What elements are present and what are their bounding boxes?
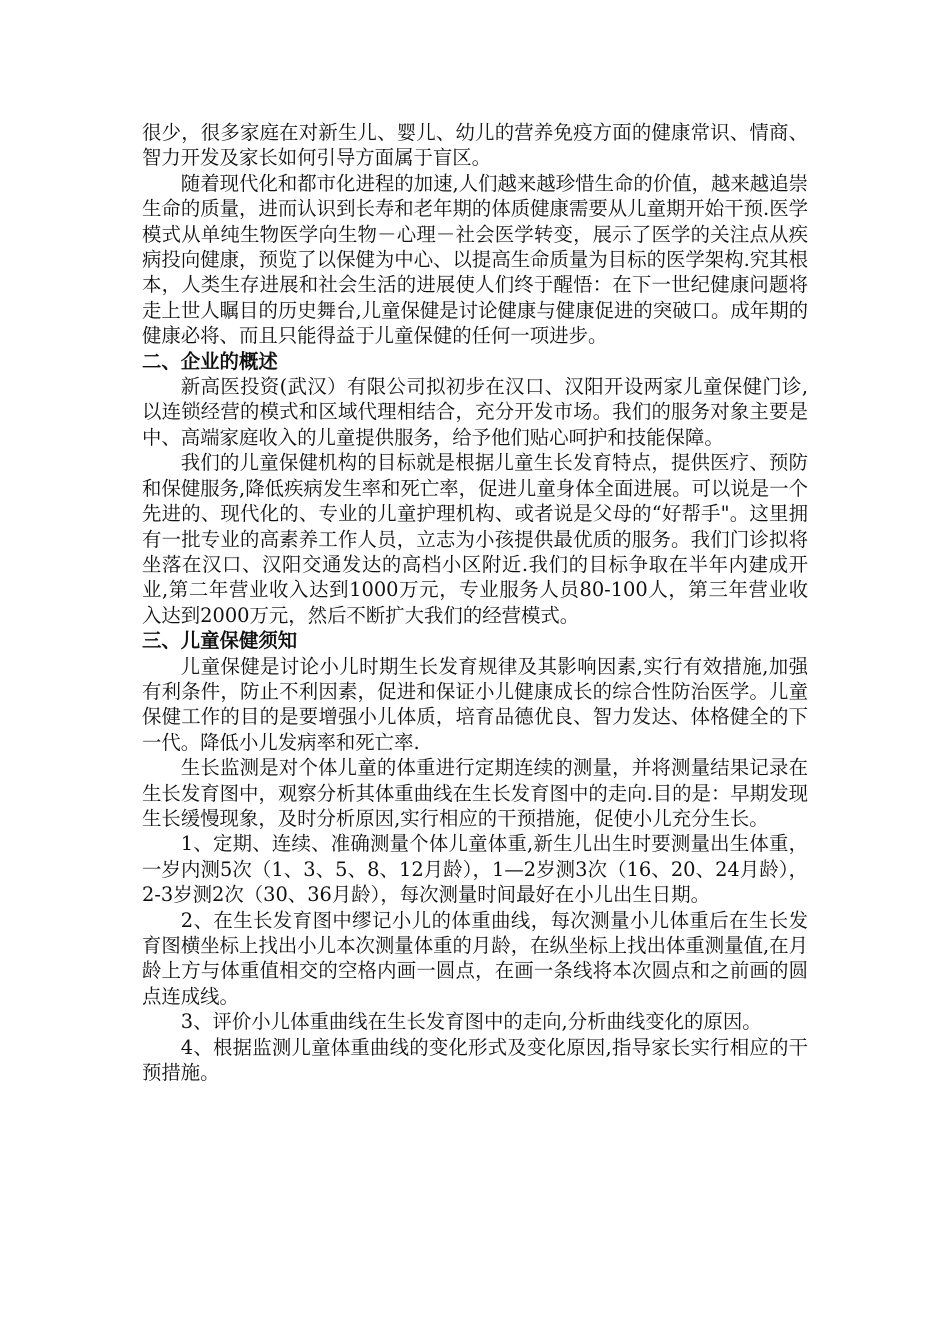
- paragraph-child-health-definition: 儿童保健是讨论小儿时期生长发育规律及其影响因素,实行有效措施,加强有利条件，防止不利因素，促进和保证小儿健康成长的综合性防治医学。儿童保健工作的目的是要增强小儿体质，培育品德优良、智力发达、体格健全的下一代。降低小儿发病率和死亡率.: [142, 654, 808, 754]
- section-heading-child-health-notes: 三、儿童保健须知: [142, 629, 298, 653]
- list-item-3: 3、评价小儿体重曲线在生长发育图中的走向,分析曲线变化的原因。: [180, 1010, 762, 1034]
- paragraph-growth-monitoring: 生长监测是对个体儿童的体重进行定期连续的测量，并将测量结果记录在生长发育图中，观察分析其体重曲线在生长发育图中的走向.目的是：早期发现生长缓慢现象，及时分析原因,实行相应的干预措施，促使小儿充分生长。: [142, 756, 808, 830]
- document-page: [142, 120, 808, 1085]
- paragraph-modernization: 随着现代化和都市化进程的加速,人们越来越珍惜生命的价值，越来越追崇生命的质量，进而认识到长寿和老年期的体质健康需要从儿童期开始干预.医学模式从单纯生物医学向生物－心理－社会医学转变，展示了医学的关注点从疾病投向健康，预览了以保健为中心、以提高生命质量为目标的医学架构.究其根本，人类生存进展和社会生活的进展使人们终于醒悟：在下一世纪健康问题将走上世人瞩目的历史舞台,儿童保健是讨论健康与健康促进的突破口。成年期的健康必将、而且只能得益于儿童保健的任何一项进步。: [142, 171, 808, 348]
- list-item-1: 1、定期、连续、准确测量个体儿童体重,新生儿出生时要测量出生体重，一岁内测5次（1、3、5、8、12月龄），1—2岁测3次（16、20、24月龄），2-3岁测2次（30、36月龄），每次测量时间最好在小儿出生日期。: [142, 832, 808, 907]
- section-heading-company-overview: 二、企业的概述: [142, 349, 278, 373]
- paragraph-company-goals: 我们的儿童保健机构的目标就是根据儿童生长发育特点，提供医疗、预防和保健服务,降低疾病发生率和死亡率，促进儿童身体全面进展。可以说是一个先进的、现代化的、专业的儿童护理机构、或者说是父母的“好帮手"。这里拥有一批专业的高素养工作人员，立志为小孩提供最优质的服务。我们门诊拟将坐落在汉口、汉阳交通发达的高档小区附近.我们的目标争取在半年内建成开业,第二年营业收入达到1000万元，专业服务人员80-100人，第三年营业收入达到2000万元，然后不断扩大我们的经营模式。: [142, 451, 808, 627]
- paragraph-continued: 很少，很多家庭在对新生儿、婴儿、幼儿的营养免疫方面的健康常识、情商、智力开发及家长如何引导方面属于盲区。: [142, 121, 808, 170]
- paragraph-company-intro: 新高医投资(武汉）有限公司拟初步在汉口、汉阳开设两家儿童保健门诊,以连锁经营的模式和区域代理相结合，充分开发市场。我们的服务对象主要是中、高端家庭收入的儿童提供服务，给予他们贴心呵护和技能保障。: [142, 375, 808, 449]
- list-item-4: 4、根据监测儿童体重曲线的变化形式及变化原因,指导家长实行相应的干预措施。: [142, 1035, 808, 1085]
- list-item-2: 2、在生长发育图中缪记小儿的体重曲线，每次测量小儿体重后在生长发育图横坐标上找出小儿本次测量体重的月龄，在纵坐标上找出体重测量值,在月龄上方与体重值相交的空格内画一圆点，在画一条线将本次圆点和之前画的圆点连成线。: [142, 908, 808, 1008]
